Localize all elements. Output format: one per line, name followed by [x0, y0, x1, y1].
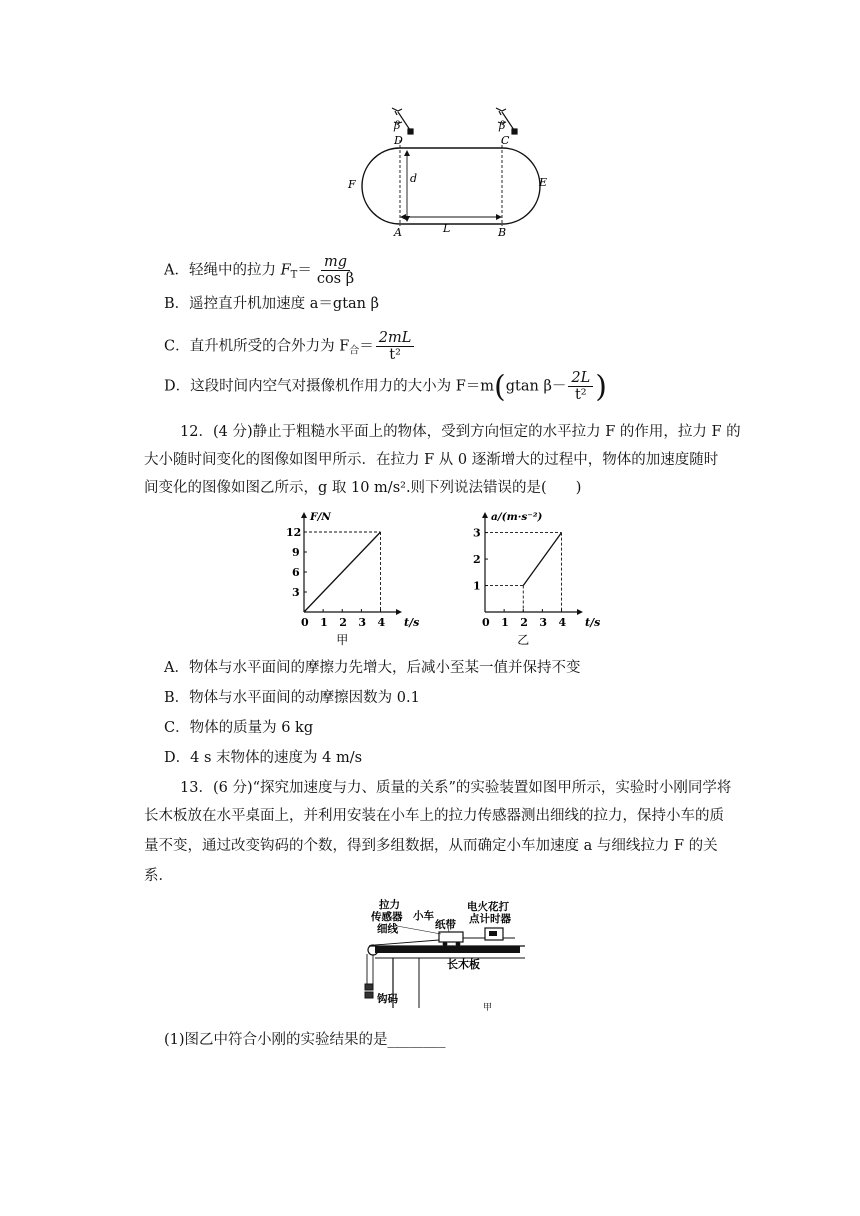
x-tick-label: 3 [358, 616, 367, 629]
label-weights: 钩码 [377, 993, 398, 1005]
chart-caption: 乙 [517, 633, 530, 647]
x-tick-label: 4 [558, 616, 567, 629]
label-E: E [539, 176, 548, 189]
fraction-a: $\frac{mg}{\text{cos β}}$ [316, 254, 355, 287]
y-tick-label: 12 [286, 526, 302, 539]
y-tick-label: 2 [473, 553, 481, 567]
x-tick-label: 0 [301, 616, 309, 629]
x-tick-label: 0 [482, 616, 490, 629]
y-axis-label: a/(m·s⁻²) [491, 511, 543, 523]
q12-line-2: 大小随时间变化的图像如图甲所示．在拉力 F 从 0 逐渐增大的过程中，物体的加速度随时 [144, 452, 719, 468]
y-tick-label: 3 [473, 526, 481, 540]
q12-option-d: D．4 s 末物体的速度为 4 m/s [164, 750, 363, 766]
q11-option-a: A．轻绳中的拉力 $F_T=$ $\frac{mg}{\text{cos β}}$ [164, 254, 359, 288]
x-tick-label: 3 [539, 616, 548, 629]
x-axis-label: t/s [404, 616, 420, 629]
x-tick-label: 2 [520, 616, 528, 629]
y-tick-label: 9 [292, 546, 300, 559]
fraction-d: $\frac{2L}{\text{t²}}$ [568, 370, 593, 403]
beta-label-1: β [394, 119, 401, 132]
q11-option-d: D．这段时间内空气对摄像机作用力的大小为 F＝m(gtan β－ $\frac{2L}{\text{t²}}$ ) [164, 369, 607, 405]
cart-icon [439, 932, 463, 946]
q12-option-c: C．物体的质量为 6 kg [164, 720, 314, 736]
track-outline [362, 148, 540, 224]
x-axis-label: t/s [585, 616, 601, 629]
y-tick-label: 3 [292, 586, 300, 599]
timer-icon [485, 928, 503, 940]
y-axis-arrow [301, 512, 307, 518]
x-tick-label: 1 [320, 616, 328, 629]
q11-option-c: C．直升机所受的合外力为 $F_合=$ $\frac{2mL}{\text{t²}}$ [164, 330, 416, 364]
q13-line-2: 长木板放在水平桌面上，并利用安装在小车上的拉力传感器测出细线的拉力，保持小车的质 [144, 808, 724, 824]
chart-force-time [270, 508, 420, 648]
label-timer-1: 电火花打 [467, 901, 509, 913]
q12-option-b: B．物体与水平面间的动摩擦因数为 0.1 [164, 690, 420, 706]
y-tick-label: 6 [292, 566, 300, 579]
label-sensor-1: 拉力 [379, 899, 400, 911]
x-tick-label: 1 [501, 616, 509, 629]
track-figure [340, 100, 570, 240]
y-axis-label: F/N [310, 511, 331, 523]
y-axis-arrow [482, 512, 488, 518]
label-L: L [443, 222, 451, 235]
q13-subquestion-1: (1)图乙中符合小刚的实验结果的是________ [164, 1032, 446, 1048]
figure-caption: 甲 [483, 1003, 493, 1013]
chart-caption: 甲 [336, 633, 349, 647]
label-d: d [410, 172, 418, 185]
q12-option-a: A．物体与水平面间的摩擦力先增大，后减小至某一值并保持不变 [164, 660, 581, 676]
weights-icon [365, 984, 373, 998]
series-line [523, 533, 561, 586]
label-string: 细线 [377, 923, 398, 935]
label-sensor-2: 传感器 [371, 911, 403, 923]
label-C: C [501, 134, 510, 147]
apparatus-figure [355, 896, 535, 1016]
x-axis-arrow [396, 609, 402, 615]
x-axis-arrow [577, 609, 583, 615]
label-F: F [348, 178, 356, 191]
q12-line-1: 12．(4 分)静止于粗糙水平面上的物体，受到方向恒定的水平拉力 F 的作用，拉力 F 的 [180, 424, 741, 440]
series-line [304, 532, 381, 612]
q12-line-3: 间变化的图像如图乙所示，g 取 10 m/s².则下列说法错误的是( ) [144, 480, 582, 496]
label-B: B [498, 226, 507, 239]
label-board: 长木板 [447, 958, 480, 971]
label-tape: 纸带 [435, 919, 456, 931]
beta-label-2: β [499, 119, 506, 132]
q13-line-3: 量不变，通过改变钩码的个数，得到多组数据，从而确定小车加速度 a 与细线拉力 F 的关 [144, 838, 718, 854]
q11-option-b: B．遥控直升机加速度 a＝gtan β [164, 296, 379, 312]
q13-line-4: 系． [144, 868, 173, 884]
y-tick-label: 1 [473, 579, 481, 593]
label-timer-2: 点计时器 [469, 913, 511, 925]
label-cart: 小车 [413, 910, 434, 922]
x-tick-label: 4 [377, 616, 386, 629]
label-D: D [394, 134, 403, 147]
chart-accel-time [455, 508, 615, 648]
fraction-c: $\frac{2mL}{\text{t²}}$ [376, 330, 415, 363]
label-A: A [394, 226, 402, 239]
x-tick-label: 2 [339, 616, 347, 629]
q13-line-1: 13．(6 分)“探究加速度与力、质量的关系”的实验装置如图甲所示，实验时小刚同学将 [180, 780, 732, 796]
